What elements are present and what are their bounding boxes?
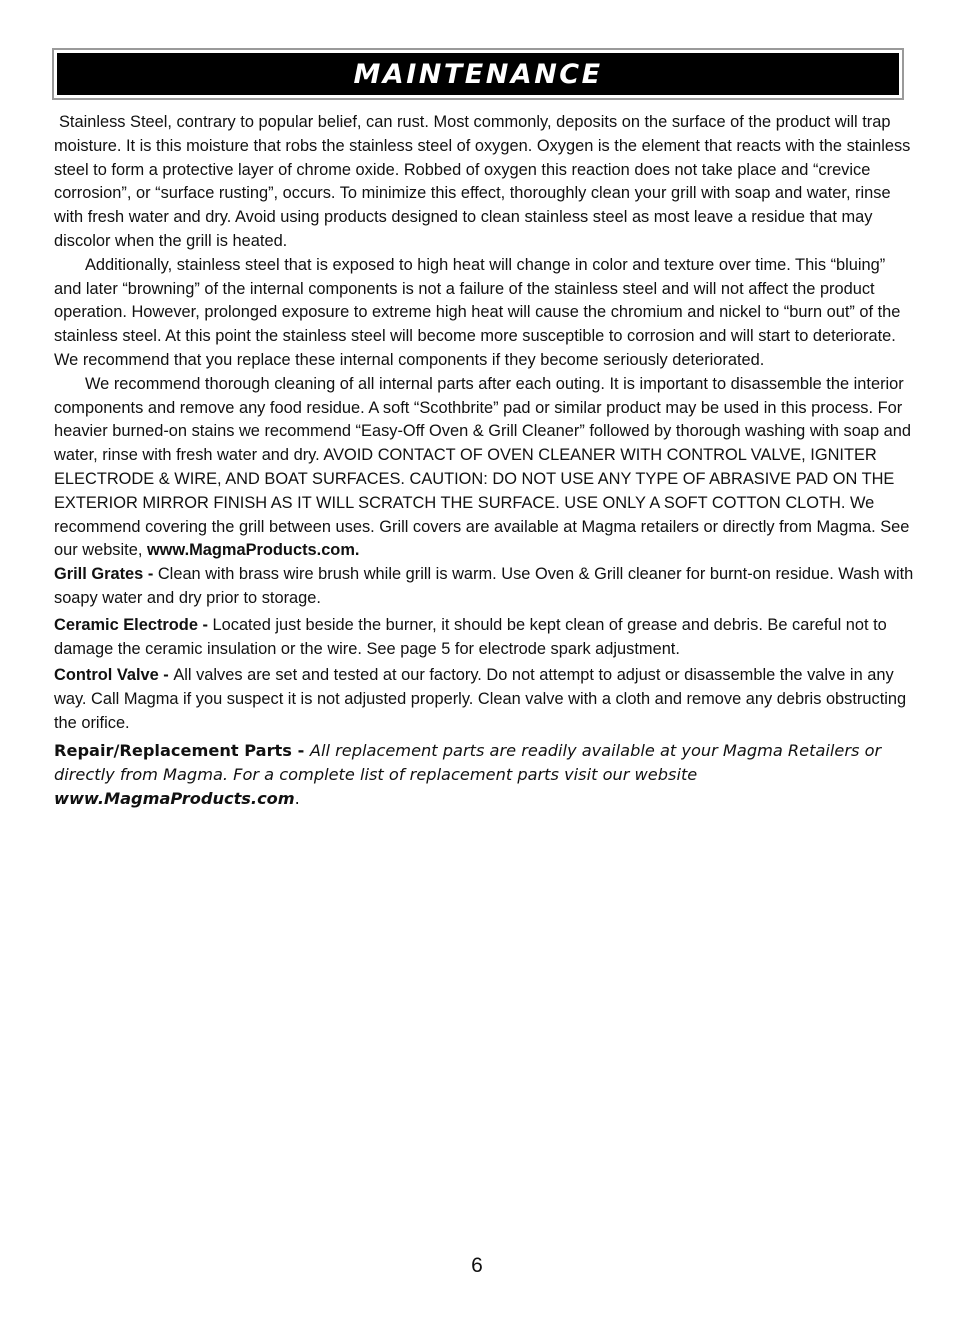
paragraph-cleaning [54, 373, 916, 563]
section-ceramic-electrode [54, 614, 916, 662]
grill-grates-body: Clean with brass wire brush while grill is warm. Use Oven & Grill cleaner for burnt-on residue. Wash with soapy water and dry prior to storage. [54, 565, 914, 607]
document-body [54, 111, 916, 811]
repair-parts-end: . [294, 788, 300, 808]
section-control-valve [54, 664, 916, 735]
paragraph-cleaning-text: We recommend thorough cleaning of all internal parts after each outing. It is important to disassemble the interior components and remove any food residue. A soft “Scothbrite” pad or similar product may be used in this process. For heavier burned-on stains we recommend “Easy-Off Oven & Grill Cleaner” followed by thorough washing with soap and water, rinse with fresh water and dry. AVOID CONTACT OF OVEN CLEANER WITH CONTROL VALVE, IGNITER ELECTRODE & WIRE, AND BOAT SURFACES. CAUTION: DO NOT USE ANY TYPE OF ABRASIVE PAD ON THE EXTERIOR MIRROR FINISH AS IT WILL SCRATCH THE SURFACE. USE ONLY A SOFT COTTON CLOTH. We recommend covering the grill between uses. Grill covers are available at Magma retailers or directly from Magma. See our website, [54, 374, 911, 560]
paragraph-stainless-rust: Stainless Steel, contrary to popular belief, can rust. Most commonly, deposits on the surface of the product will trap moisture. It is this moisture that robs the stainless steel of oxygen. Oxygen is the element that reacts with the stainless steel to form a protective layer of chrome oxide. Robbed of oxygen this reaction does not take place and “crevice corrosion”, or “surface rusting”, occurs. To minimize this effect, thoroughly clean your grill with soap and water, rinse with fresh water and dry. Avoid using products designed to clean stainless steel as most leave a residue that may discolor when the grill is heated. [54, 113, 911, 250]
page-number: 6 [471, 1254, 483, 1277]
ceramic-electrode-body: Located just beside the burner, it should be kept clean of grease and debris. Be careful not to damage the ceramic insulation or the wire. See page 5 for electrode spark adjustment. [54, 615, 887, 658]
repair-parts-heading: Repair/Replacement Parts - [54, 740, 310, 760]
section-grill-grates [54, 563, 916, 611]
section-repair-parts [54, 739, 894, 811]
control-valve-body: All valves are set and tested at our factory. Do not attempt to adjust or disassemble the valve in any way. Call Magma if you suspect it is not adjusted properly. Clean valve with a cloth and remove any debris obstructing the orifice. [54, 666, 907, 732]
website-link[interactable]: www.MagmaProducts.com. [146, 541, 360, 560]
repair-website-link[interactable]: www.MagmaProducts.com [54, 788, 295, 808]
section-banner-fill [57, 53, 899, 95]
page-title: MAINTENANCE [353, 58, 603, 90]
paragraph-heat-discoloration: Additionally, stainless steel that is exposed to high heat will change in color and texture over time. This “bluing” and later “browning” of the internal components is not a failure of the stainless steel and will not affect the product operation. However, prolonged exposure to extreme high heat will cause the chromium and nickel to “burn out” of the stainless steel. At this point the stainless steel will become more susceptible to corrosion and will start to deteriorate. We recommend that you replace these internal components if they become seriously deteriorated. [54, 255, 901, 369]
grill-grates-heading: Grill Grates - [54, 565, 158, 584]
repair-parts-body: All replacement parts are readily available at your Magma Retailers or directly from Magma. For a complete list of replacement parts visit our website [54, 740, 882, 784]
control-valve-heading: Control Valve - [54, 666, 174, 685]
section-banner [52, 48, 904, 100]
ceramic-electrode-heading: Ceramic Electrode - [54, 615, 213, 634]
